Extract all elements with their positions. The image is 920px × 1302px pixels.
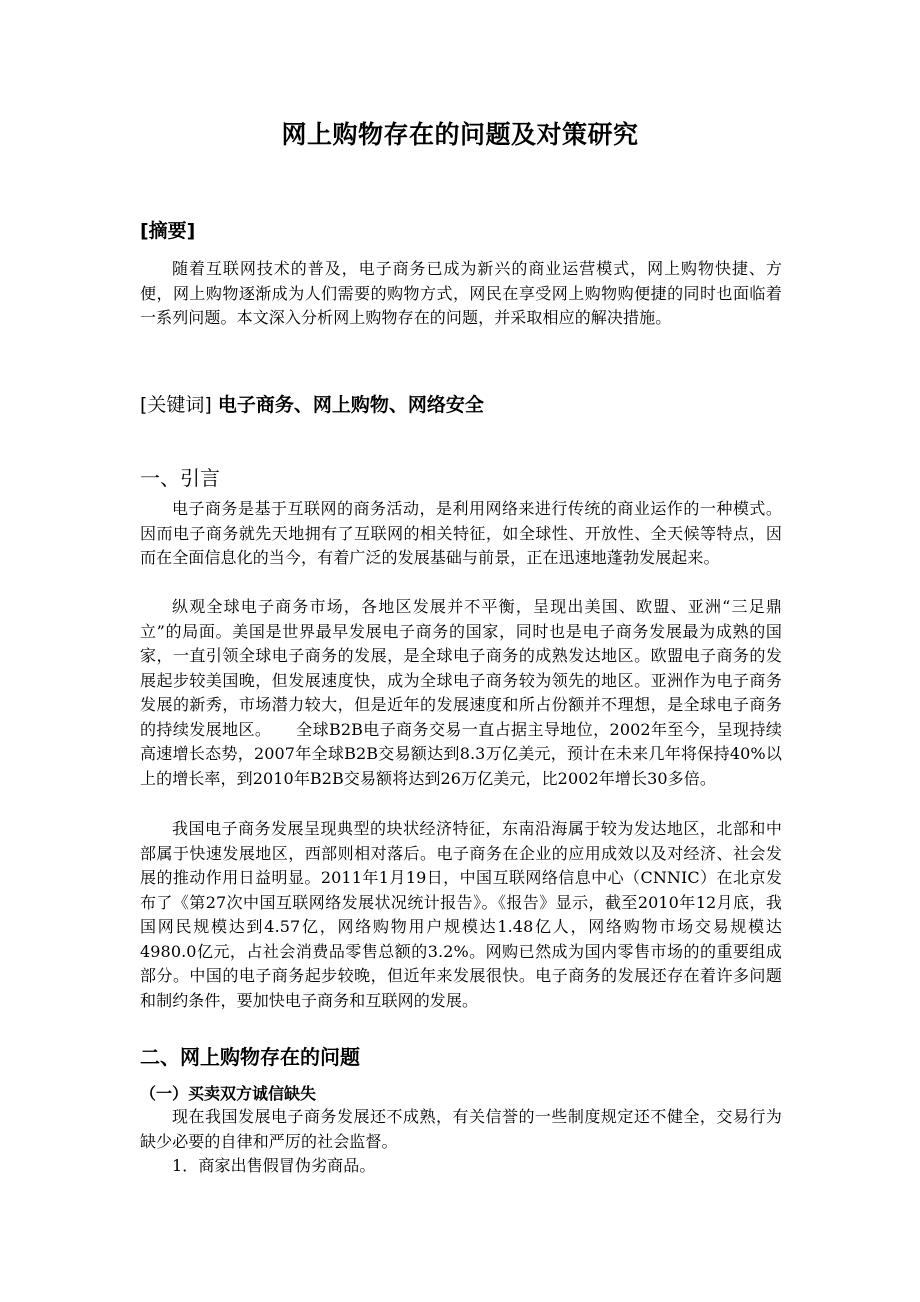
abstract-text: 随着互联网技术的普及，电子商务已成为新兴的商业运营模式，网上购物快捷、方便，网上购物逐渐成为人们需要的购物方式，网民在享受网上购物购便捷的同时也面临着一系列问题。本文深入分析网上购物存在的问题，并采取相应的解决措施。 xyxy=(140,259,782,327)
section-heading-problems: 二、网上购物存在的问题 xyxy=(140,1045,360,1069)
subsection-heading-integrity: （一）买卖双方诚信缺失 xyxy=(140,1084,317,1103)
document-title: 网上购物存在的问题及对策研究 xyxy=(281,120,639,149)
intro-paragraph-1: 电子商务是基于互联网的商务活动，是利用网络来进行传统的商业运作的一种模式。因而电子商务就先天地拥有了互联网的相关特征，如全球性、开放性、全天候等特点，因而在全面信息化的当今，有着广泛的发展基础与前景，正在迅速地蓬勃发展起来。 xyxy=(140,499,782,567)
intro-paragraph-2: 纵观全球电子商务市场，各地区发展并不平衡，呈现出美国、欧盟、亚洲“三足鼎立”的局面。美国是世界最早发展电子商务的国家，同时也是电子商务发展最为成熟的国家，一直引领全球电子商务的发展，是全球电子商务的成熟发达地区。欧盟电子商务的发展起步较美国晚，但发展速度快，成为全球电子商务较为领先的地区。亚洲作为电子商务发展的新秀，市场潜力较大，但是近年的发展速度和所占份额并不理想，是全球电子商务的持续发展地区。 全球B2B电子商务交易一直占据主导地位，2002年至今，呈现持续高速增长态势，2007年全球B2B交易额达到8.3万亿美元，预计在未来几年将保持40%以上的增长率，到2010年B2B交易额将达到26万亿美元，比2002年增长30多倍。 xyxy=(140,597,782,788)
keywords-text: 电子商务、网上购物、网络安全 xyxy=(217,394,484,416)
keywords-line xyxy=(140,391,484,419)
integrity-paragraph: 现在我国发展电子商务发展还不成熟，有关信誉的一些制度规定还不健全，交易行为缺少必要的自律和严厉的社会监督。 xyxy=(140,1107,782,1151)
keywords-label: [关键词] xyxy=(140,394,212,416)
abstract-label: [摘要] xyxy=(140,220,196,242)
section-heading-introduction: 一、引言 xyxy=(140,466,220,490)
integrity-list-item-1: 1．商家出售假冒伪劣商品。 xyxy=(172,1156,376,1175)
intro-paragraph-3: 我国电子商务发展呈现典型的块状经济特征，东南沿海属于较为发达地区，北部和中部属于快速发展地区，西部则相对落后。电子商务在企业的应用成效以及对经济、社会发展的推动作用日益明显。2011年1月19日，中国互联网络信息中心（CNNIC）在北京发布了《第27次中国互联网络发展状况统计报告》。《报告》显示，截至2010年12月底，我国网民规模达到4.57亿，网络购物用户规模达1.48亿人，网络购物市场交易规模达4980.0亿元，占社会消费品零售总额的3.2%。网购已然成为国内零售市场的的重要组成部分。中国的电子商务起步较晚，但近年来发展很快。电子商务的发展还存在着许多问题和制约条件，要加快电子商务和互联网的发展。 xyxy=(140,819,782,1010)
